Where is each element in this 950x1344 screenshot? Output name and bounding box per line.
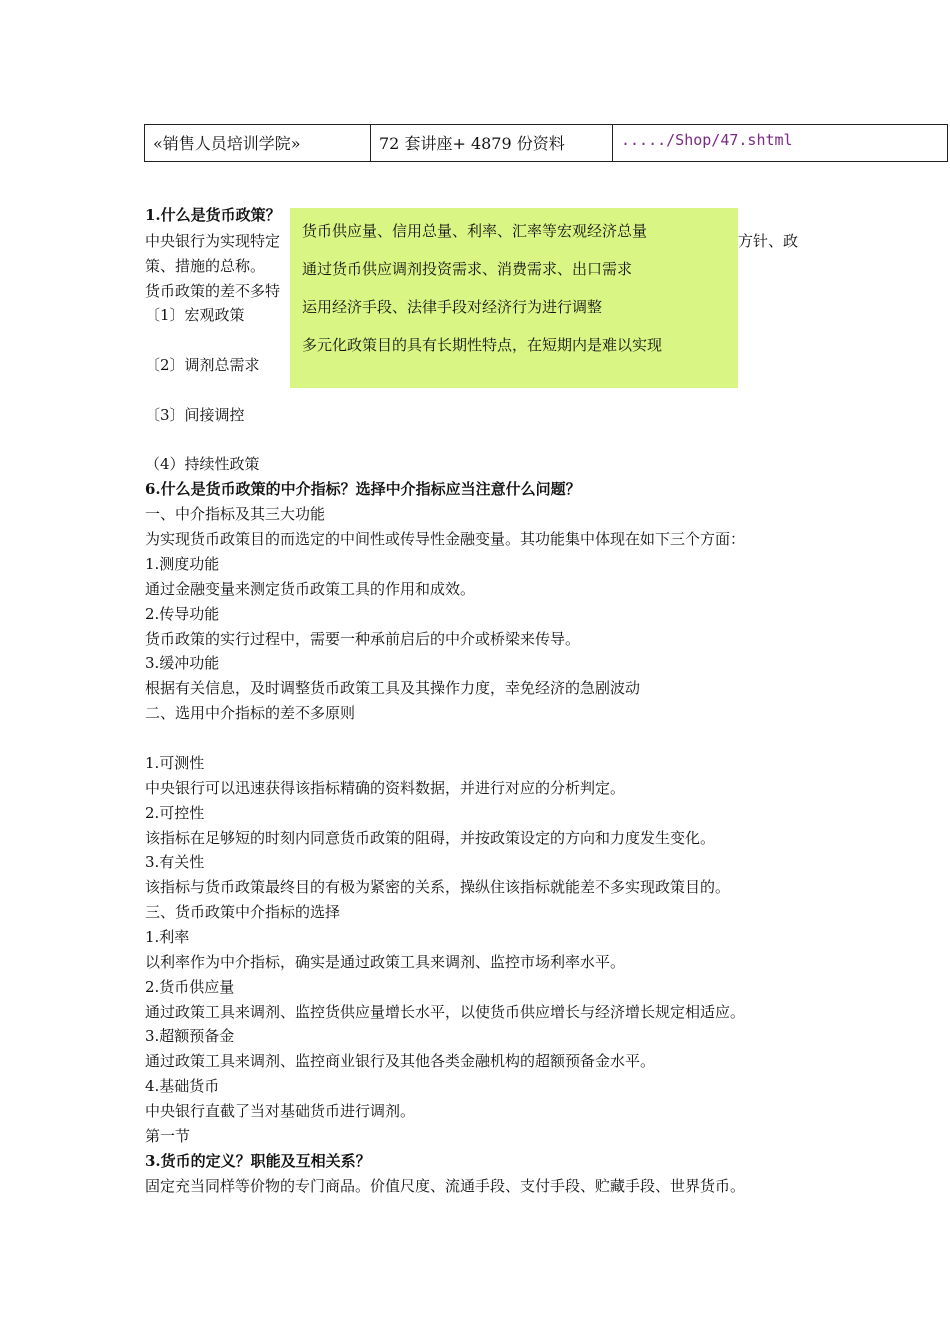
principle-1-heading: 1.可测性 [145,754,205,772]
choice-1-text: 以利率作为中介指标，确实是通过政策工具来调剂、监控市场利率水平。 [145,953,626,971]
function-3-text: 根据有关信息，及时调整货币政策工具及其操作力度，幸免经济的急剧波动 [145,679,641,697]
list-item-3: 〔3〕间接调控 [145,406,245,424]
paragraph-1b: 策、措施的总称。 [145,257,266,275]
popup-line-4: 多元化政策目的具有长期性特点，在短期内是难以实现 [302,336,663,354]
paragraph-2: 货币政策的差不多特 [145,282,281,300]
list-item-1: 〔1〕宏观政策 [145,306,245,324]
principle-3-text: 该指标与货币政策最终目的有极为紧密的关系，操纵住该指标就能差不多实现政策目的。 [145,878,731,896]
list-item-2: 〔2〕调剂总需求 [145,356,260,374]
function-1-text: 通过金融变量来测定货币政策工具的作用和成效。 [145,580,476,598]
question-6-title: 6.什么是货币政策的中介指标？选择中介指标应当注意什么问题？ [145,480,581,498]
header-table [144,124,948,162]
function-1-heading: 1.测度功能 [145,555,220,573]
function-2-heading: 2.传导功能 [145,605,220,623]
popup-line-3: 运用经济手段、法律手段对经济行为进行调整 [302,298,603,316]
header-cell-academy: «销售人员培训学院» [145,125,371,161]
section-3-heading: 三、货币政策中介指标的选择 [145,903,341,921]
function-2-text: 货币政策的实行过程中，需要一种承前启后的中介或桥梁来传导。 [145,630,581,648]
choice-2-heading: 2.货币供应量 [145,978,235,996]
list-item-4: （4）持续性政策 [145,455,260,473]
section-2-heading: 二、选用中介指标的差不多原则 [145,704,356,722]
choice-4-heading: 4.基础货币 [145,1077,220,1095]
question-3-text: 固定充当同样等价物的专门商品。价值尺度、流通手段、支付手段、贮藏手段、世界货币。 [145,1177,746,1195]
section-1-paragraph: 为实现货币政策目的而选定的中间性或传导性金融变量。其功能集中体现在如下三个方面： [145,530,746,548]
annotation-popup[interactable] [290,208,738,388]
choice-4-text: 中央银行直截了当对基础货币进行调剂。 [145,1102,416,1120]
principle-3-heading: 3.有关性 [145,853,205,871]
question-1-title: 1.什么是货币政策？ [145,206,281,224]
function-3-heading: 3.缓冲功能 [145,654,220,672]
paragraph-1a: 中央银行为实现特定 [145,232,281,250]
paragraph-1a-tail: 方针、政 [738,232,799,250]
header-shop-link[interactable]: ...../Shop/47.shtml [621,131,793,149]
section-label: 第一节 [145,1127,191,1145]
principle-2-heading: 2.可控性 [145,804,205,822]
section-1-heading: 一、中介指标及其三大功能 [145,505,326,523]
principle-1-text: 中央银行可以迅速获得该指标精确的资料数据，并进行对应的分析判定。 [145,779,626,797]
choice-1-heading: 1.利率 [145,928,190,946]
question-3-title: 3.货币的定义？职能及互相关系？ [145,1152,371,1170]
choice-2-text: 通过政策工具来调剂、监控货供应量增长水平，以使货币供应增长与经济增长规定相适应。 [145,1003,746,1021]
header-cell-materials: 72 套讲座+ 4879 份资料 [371,125,613,161]
choice-3-heading: 3.超额预备金 [145,1027,235,1045]
choice-3-text: 通过政策工具来调剂、监控商业银行及其他各类金融机构的超额预备金水平。 [145,1052,656,1070]
popup-line-1: 货币供应量、信用总量、利率、汇率等宏观经济总量 [302,222,648,240]
principle-2-text: 该指标在足够短的时刻内同意货币政策的阻碍，并按政策设定的方向和力度发生变化。 [145,829,716,847]
popup-line-2: 通过货币供应调剂投资需求、消费需求、出口需求 [302,260,633,278]
